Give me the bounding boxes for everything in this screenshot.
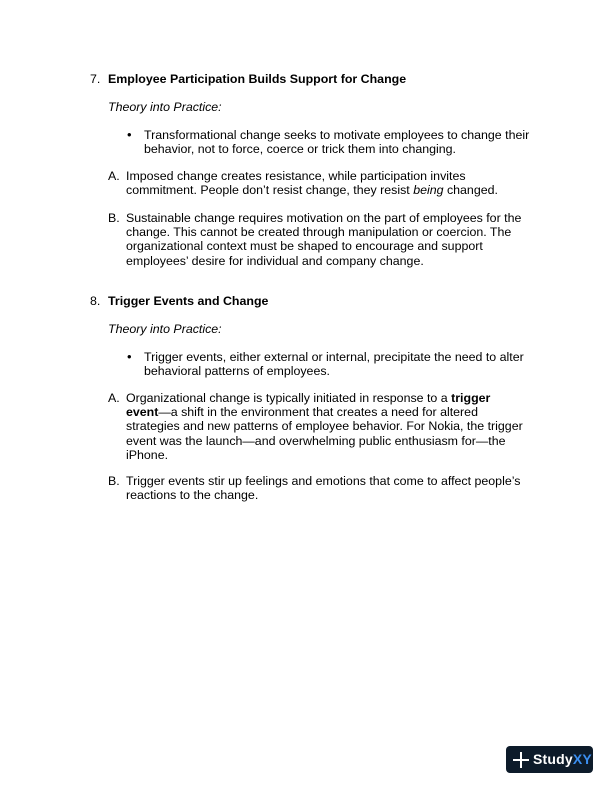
bullet-icon: • [127, 127, 132, 142]
section-8-title: Trigger Events and Change [108, 294, 269, 308]
section-7-point-a-letter: A. [108, 169, 120, 183]
studyxy-logo [506, 746, 593, 773]
section-7-point-a: Imposed change creates resistance, while participation invites commitment. People don’t resist change, they resist being changed. [126, 169, 498, 198]
logo-text-xy: XY [572, 751, 592, 768]
section-7-point-b: Sustainable change requires motivation on the part of employees for the change. This cannot be created through manipulation or coercion. The organizational context must be shaped to encourage and support employees’ desire for individual and company change. [126, 211, 522, 268]
section-7-subtitle: Theory into Practice: [108, 100, 222, 114]
section-7-title: Employee Participation Builds Support for Change [108, 72, 407, 86]
section-7-bullet: Transformational change seeks to motivate employees to change their behavior, not to force, coerce or trick them into changing. [144, 128, 530, 157]
section-8-number: 8. [90, 294, 101, 308]
section-8-point-a: Organizational change is typically initiated in response to a trigger event—a shift in the environment that creates a need for altered strategies and new patterns of employee behavior. For Nokia, the trigger event was the launch—and overwhelming public enthusiasm for—the iPhone. [126, 391, 523, 462]
bullet-icon: • [127, 349, 132, 364]
section-8-bullet: Trigger events, either external or internal, precipitate the need to alter behavioral patterns of employees. [144, 350, 524, 379]
section-7-number: 7. [90, 72, 101, 86]
plus-icon [513, 752, 529, 768]
logo-text-study: Study [533, 751, 573, 768]
section-8-subtitle: Theory into Practice: [108, 322, 222, 336]
section-8-point-b: Trigger events stir up feelings and emotions that come to affect people’s reactions to the change. [126, 474, 521, 503]
section-8-point-b-letter: B. [108, 474, 120, 488]
section-7-point-b-letter: B. [108, 211, 120, 225]
section-8-point-a-letter: A. [108, 391, 120, 405]
